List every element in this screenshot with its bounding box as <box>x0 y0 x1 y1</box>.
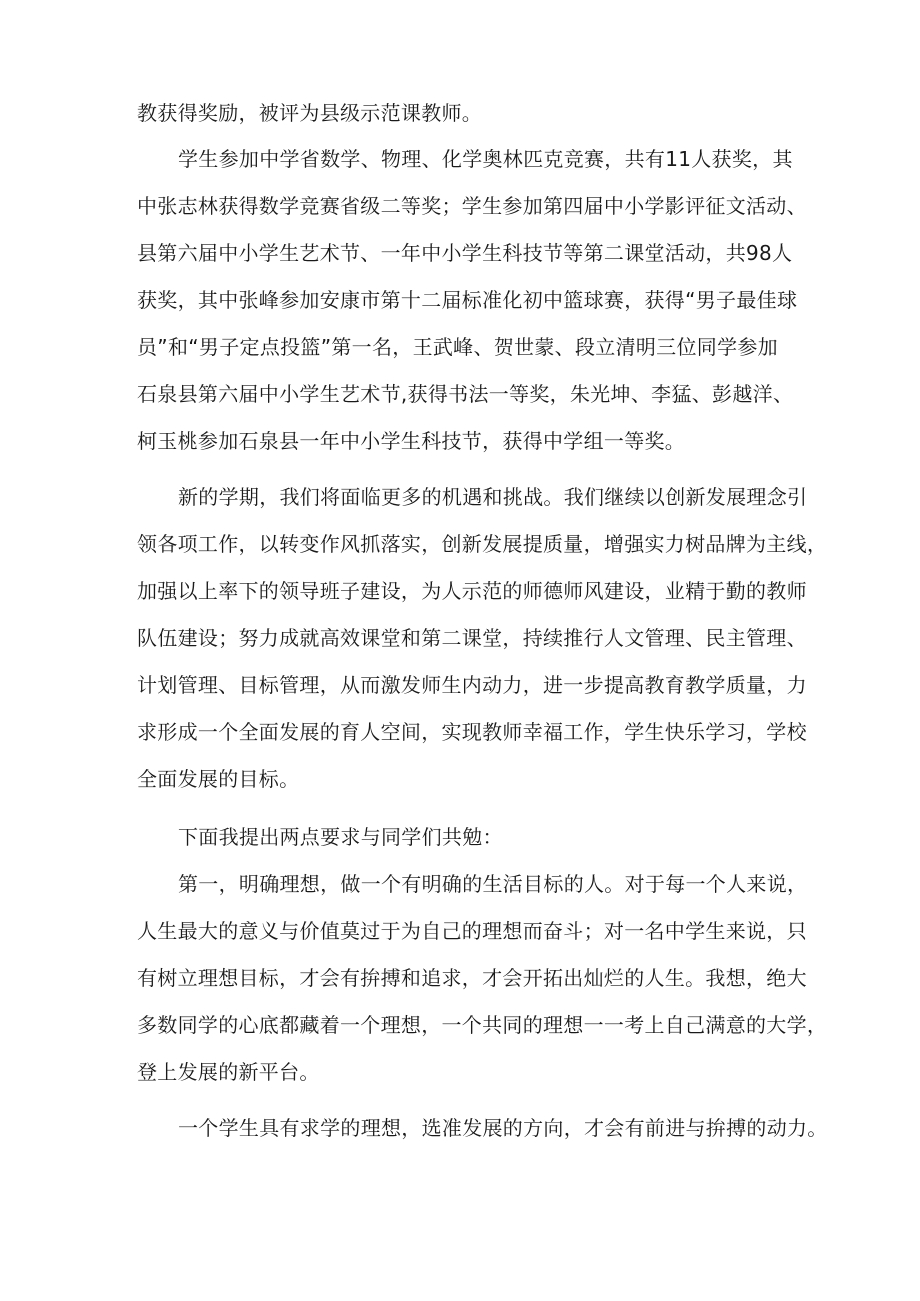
text-line: 登上发展的新平台。 <box>137 1060 320 1084</box>
text-line: 求形成一个全面发展的育人空间，实现教师幸福工作，学生快乐学习，学校 <box>137 720 807 744</box>
text-line: 柯玉桃参加石泉县一年中小学生科技节，获得中学组一等奖。 <box>137 429 686 453</box>
text-line: 中张志林获得数学竞赛省级二等奖；学生参加第四届中小学影评征文活动、 <box>137 194 807 218</box>
text-line: 教获得奖励，被评为县级示范课教师。 <box>137 101 483 125</box>
text-line: 加强以上率下的领导班子建设，为人示范的师德师风建设，业精于勤的教师 <box>137 579 807 603</box>
text-line: 石泉县第六届中小学生艺术节,获得书法一等奖，朱光坤、李猛、彭越洋、 <box>137 382 794 406</box>
paragraph-first-line: 第一，明确理想，做一个有明确的生活目标的人。对于每一个人来说， <box>178 872 808 896</box>
text-line: 员”和“男子定点投篮”第一名，王武峰、贺世蒙、段立清明三位同学参加 <box>137 335 778 359</box>
paragraph-first-line: 下面我提出两点要求与同学们共勉： <box>178 825 503 849</box>
paragraph-first-line: 学生参加中学省数学、物理、化学奥林匹克竞赛，共有11人获奖，其 <box>178 147 793 171</box>
text-line: 全面发展的目标。 <box>137 767 300 791</box>
text-line: 人生最大的意义与价值莫过于为自己的理想而奋斗；对一名中学生来说，只 <box>137 919 807 943</box>
paragraph-first-line: 一个学生具有求学的理想，选准发展的方向，才会有前进与拚搏的动力。 <box>178 1116 828 1140</box>
text-line: 计划管理、目标管理，从而激发师生内动力，进一步提高教育教学质量，力 <box>137 673 807 697</box>
text-line: 获奖，其中张峰参加安康市第十二届标准化初中篮球赛，获得“男子最佳球 <box>137 288 798 312</box>
text-line: 县第六届中小学生艺术节、一年中小学生科技节等第二课堂活动，共98人 <box>137 241 793 265</box>
paragraph-first-line: 新的学期，我们将面临更多的机遇和挑战。我们继续以创新发展理念引 <box>178 485 808 509</box>
text-line: 有树立理想目标，才会有拚搏和追求，才会开拓出灿烂的人生。我想，绝大 <box>137 966 807 990</box>
text-line: 多数同学的心底都藏着一个理想，一个共同的理想一一考上自己满意的大学， <box>137 1013 828 1037</box>
text-line: 队伍建设；努力成就高效课堂和第二课堂，持续推行人文管理、民主管理、 <box>137 626 807 650</box>
text-line: 领各项工作，以转变作风抓落实，创新发展提质量，增强实力树品牌为主线， <box>137 532 828 556</box>
